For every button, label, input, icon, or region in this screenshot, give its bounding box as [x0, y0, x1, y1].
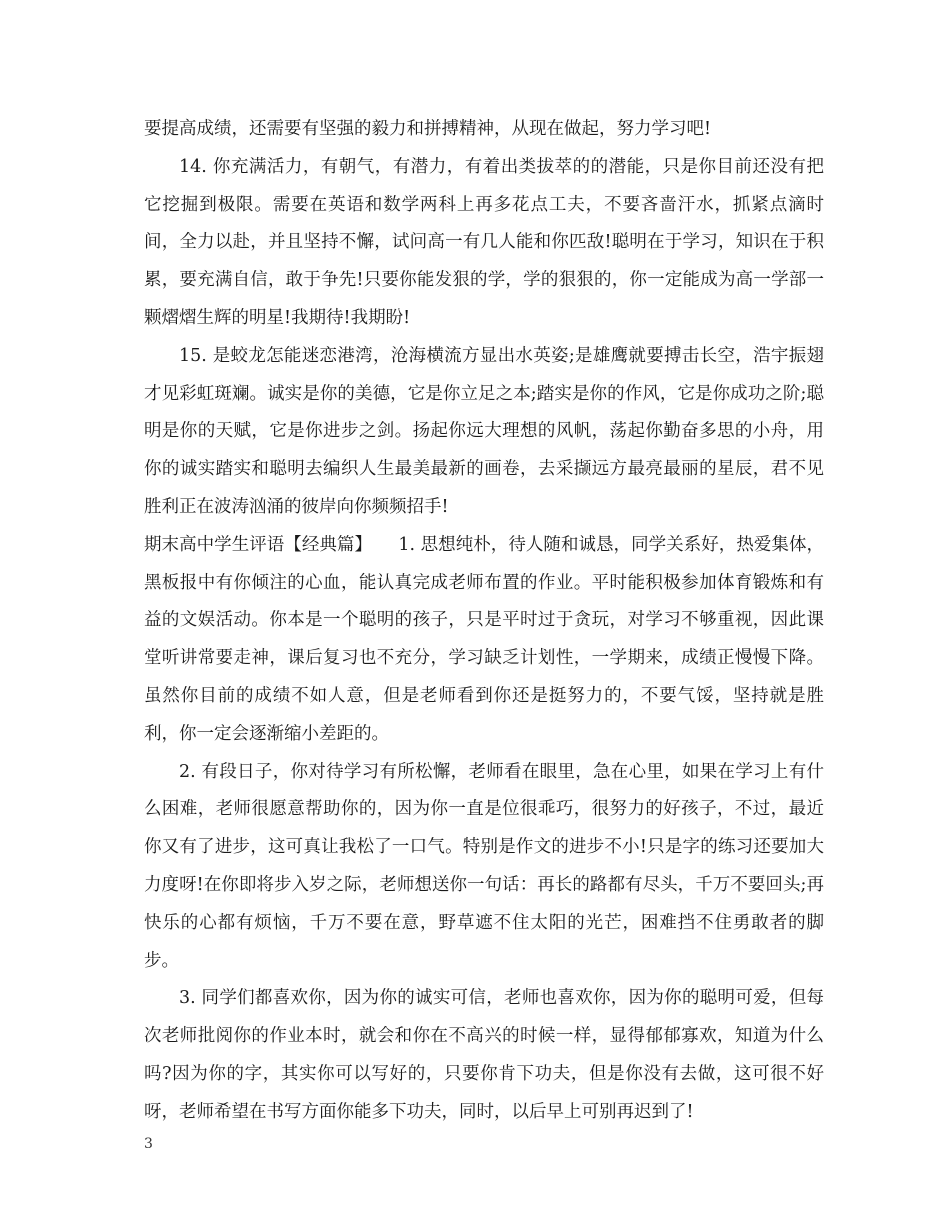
paragraph-continuation: 要提高成绩，还需要有坚强的毅力和拼搏精神，从现在做起，努力学习吧!	[144, 119, 712, 139]
paragraph-comment-2: 2. 有段日子，你对待学习有所松懈，老师看在眼里，急在心里，如果在学习上有什么困难，老师很愿意帮助你的，因为你一直是位很乖巧，很努力的好孩子，不过，最近你又有了进步，这可真让我松了一口气。特别是作文的进步不小!只是字的练习还要加大力度呀!在你即将步入岁之际，老师想送你一句话：再长的路都有尽头，千万不要回头;再快乐的心都有烦恼，千万不要在意，野草遮不住太阳的光芒，困难挡不住勇敢者的脚步。	[144, 761, 824, 971]
paragraph-comment-3: 3. 同学们都喜欢你，因为你的诚实可信，老师也喜欢你，因为你的聪明可爱，但每次老师批阅你的作业本时，就会和你在不高兴的时候一样，显得郁郁寡欢，知道为什么吗?因为你的字，其实你可以写好的，只要你肯下功夫，但是你没有去做，这可很不好呀，老师希望在书写方面你能多下功夫，同时，以后早上可别再迟到了!	[144, 988, 824, 1122]
paragraph-classic-section-comment-1: 期末高中学生评语【经典篇】 1. 思想纯朴，待人随和诚恳，同学关系好，热爱集体，黑板报中有你倾注的心血，能认真完成老师布置的作业。平时能积极参加体育锻炼和有益的文娱活动。你本是一个聪明的孩子，只是平时过于贪玩，对学习不够重视，因此课堂听讲常要走神，课后复习也不充分，学习缺乏计划性，一学期来，成绩正慢慢下降。虽然你目前的成绩不如人意，但是老师看到你还是挺努力的，不要气馁，坚持就是胜利，你一定会逐渐缩小差距的。	[144, 534, 824, 744]
document-body	[144, 111, 824, 1132]
page-number: 3	[144, 1136, 153, 1152]
paragraph-comment-15: 15. 是蛟龙怎能迷恋港湾，沧海横流方显出水英姿;是雄鹰就要搏击长空，浩宇振翅才见彩虹斑斓。诚实是你的美德，它是你立足之本;踏实是你的作风，它是你成功之阶;聪明是你的天赋，它是你进步之剑。扬起你远大理想的风帆，荡起你勤奋多思的小舟，用你的诚实踏实和聪明去编织人生最美最新的画卷，去采撷远方最亮最丽的星辰，君不见胜利正在波涛汹涌的彼岸向你频频招手!	[144, 345, 824, 517]
paragraph-comment-14: 14. 你充满活力，有朝气，有潜力，有着出类拔萃的的潜能，只是你目前还没有把它挖掘到极限。需要在英语和数学两科上再多花点工夫，不要吝啬汗水，抓紧点滴时间，全力以赴，并且坚持不懈，试问高一有几人能和你匹敌!聪明在于学习，知识在于积累，要充满自信，敢于争先!只要你能发狠的学，学的狠狠的，你一定能成为高一学部一颗熠熠生辉的明星!我期待!我期盼!	[144, 156, 824, 328]
